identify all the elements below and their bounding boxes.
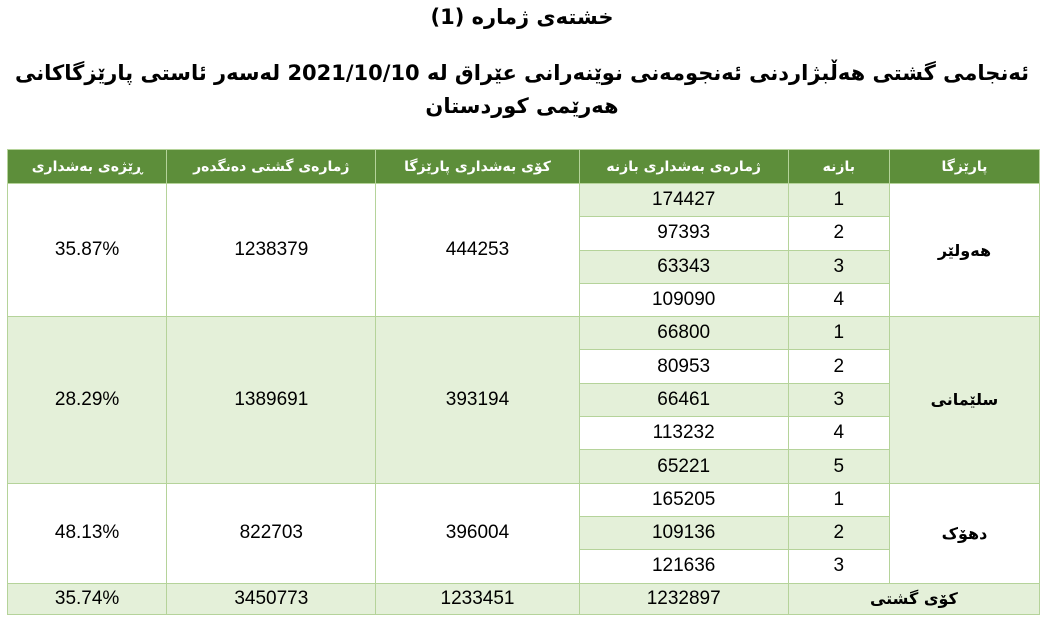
zone-participants: 109136 (579, 516, 788, 549)
zone-number: 2 (788, 516, 889, 549)
zone-participants: 109090 (579, 283, 788, 316)
table-row (8, 317, 1040, 350)
table-row (8, 184, 1040, 217)
total-participation-rate: 35.74% (8, 583, 167, 614)
zone-number: 1 (788, 184, 889, 217)
zone-participants: 113232 (579, 417, 788, 450)
zone-number: 3 (788, 383, 889, 416)
province-total-voters: 822703 (167, 483, 376, 583)
zone-number: 2 (788, 217, 889, 250)
province-total-participants: 393194 (376, 317, 579, 483)
table-caption: خشتەی ژمارە (1) (430, 5, 614, 29)
header-zone: بازنە (788, 150, 889, 184)
zone-number: 2 (788, 350, 889, 383)
total-label: کۆی گشتی (788, 583, 1039, 614)
zone-participants: 121636 (579, 550, 788, 583)
header-participation-rate: ڕێژەی بەشداری (8, 150, 167, 184)
zone-participants: 66461 (579, 383, 788, 416)
table-row (8, 483, 1040, 516)
zone-number: 4 (788, 417, 889, 450)
zone-number: 3 (788, 250, 889, 283)
zone-participants: 174427 (579, 184, 788, 217)
province-total-voters: 1389691 (167, 317, 376, 483)
province-name: دهۆک (889, 483, 1039, 583)
total-voters: 3450773 (167, 583, 376, 614)
zone-number: 1 (788, 317, 889, 350)
table-header-row (8, 150, 1040, 184)
province-name: سلێمانی (889, 317, 1039, 483)
province-participation-rate: 35.87% (8, 184, 167, 317)
province-name: هەولێر (889, 184, 1039, 317)
header-province-total: کۆی بەشداری پارێزگا (376, 150, 579, 184)
zone-number: 1 (788, 483, 889, 516)
zone-participants: 97393 (579, 217, 788, 250)
zone-participants: 80953 (579, 350, 788, 383)
zone-participants: 63343 (579, 250, 788, 283)
header-province: پارێزگا (889, 150, 1039, 184)
province-participation-rate: 28.29% (8, 317, 167, 483)
zone-participants: 165205 (579, 483, 788, 516)
zone-number: 4 (788, 283, 889, 316)
document-title: ئەنجامی گشتی هەڵبژاردنی ئەنجومەنی نوێنەرانی عێراق لە 2021/10/10 لەسەر ئاستی پارێزگاکانی هەرێمی کوردستان (15, 61, 1029, 118)
total-row (8, 583, 1040, 614)
zone-participants: 66800 (579, 317, 788, 350)
header-zone-participants: ژمارەی بەشداری بازنە (579, 150, 788, 184)
province-participation-rate: 48.13% (8, 483, 167, 583)
zone-number: 3 (788, 550, 889, 583)
zone-participants: 65221 (579, 450, 788, 483)
total-zone-participants: 1232897 (579, 583, 788, 614)
results-table (7, 149, 1040, 615)
total-province-participants: 1233451 (376, 583, 579, 614)
province-total-voters: 1238379 (167, 184, 376, 317)
zone-number: 5 (788, 450, 889, 483)
header-voters-total: ژمارەی گشتی دەنگدەر (167, 150, 376, 184)
province-total-participants: 396004 (376, 483, 579, 583)
province-total-participants: 444253 (376, 184, 579, 317)
